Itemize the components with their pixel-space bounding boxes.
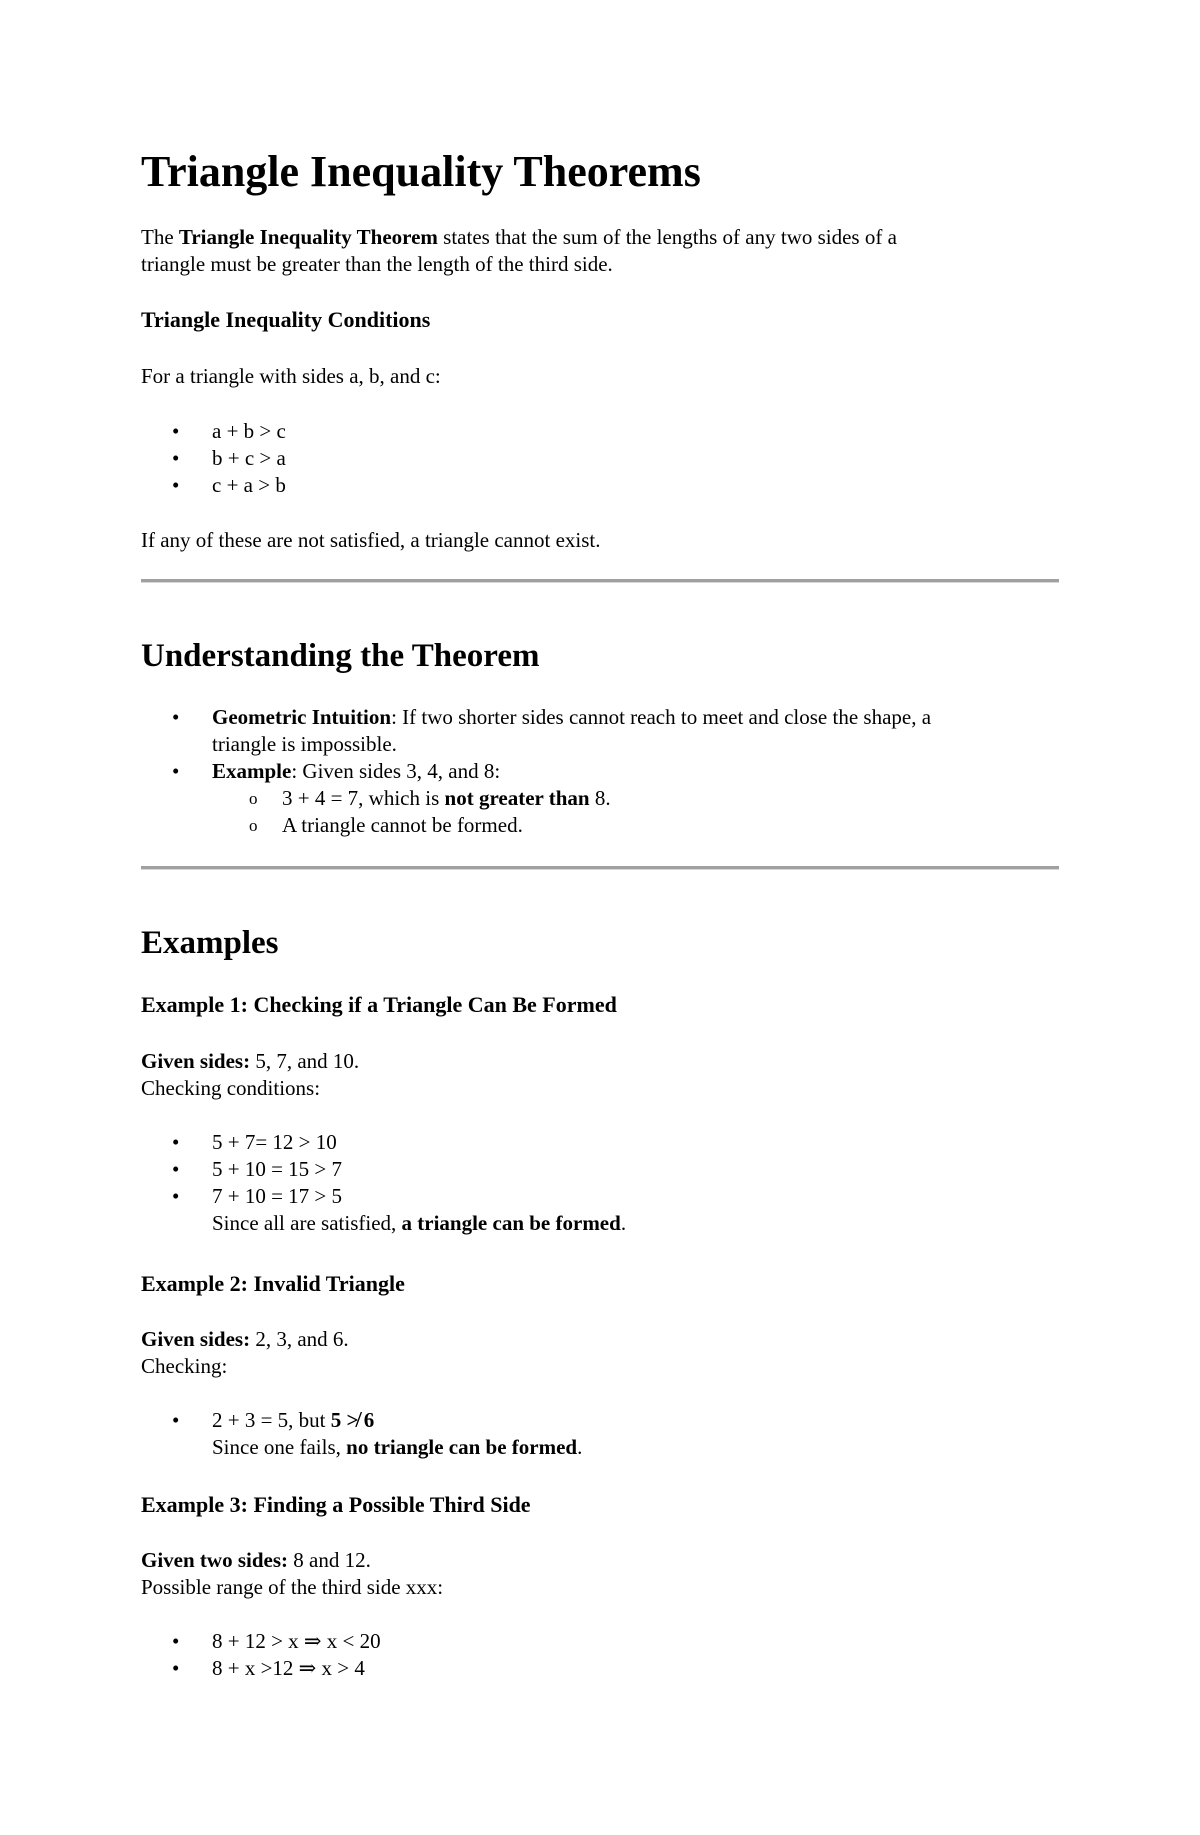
bullet-icon: • (172, 473, 180, 497)
given-label: Given sides: (141, 1049, 251, 1073)
sub-list-item (141, 785, 931, 812)
conditions-lead: For a triangle with sides a, b, and c: (141, 364, 441, 388)
item-text: Since all are satisfied, (212, 1211, 402, 1235)
bullet-icon: • (172, 1408, 180, 1432)
item-text: : If two shorter sides cannot reach to meet and close the shape, a (391, 705, 932, 729)
item-text: 8 + x >12 ⇒ x > 4 (212, 1656, 365, 1680)
given-label: Given two sides: (141, 1548, 288, 1572)
item-text: 5 + 7= 12 > 10 (212, 1130, 337, 1154)
example1-given (141, 1048, 359, 1102)
sub-list-item (141, 812, 931, 839)
page-title: Triangle Inequality Theorems (141, 147, 701, 196)
intro-bold: Triangle Inequality Theorem (178, 225, 438, 249)
understanding-heading: Understanding the Theorem (141, 638, 540, 674)
bullet-icon: • (172, 1130, 180, 1154)
item-text: b + c > a (212, 446, 286, 470)
list-item (141, 1655, 381, 1682)
item-text: 3 + 4 = 7, which is (282, 786, 445, 810)
example2-given (141, 1326, 349, 1380)
item-text: . (577, 1435, 583, 1459)
given-value: 2, 3, and 6. (250, 1327, 349, 1351)
range-label: Possible range of the third side xxx: (141, 1575, 444, 1599)
example1-heading: Example 1: Checking if a Triangle Can Be Formed (141, 992, 617, 1017)
example2-list (141, 1407, 582, 1461)
list-item (141, 418, 286, 445)
item-text: Since one fails, (212, 1435, 347, 1459)
list-item (141, 445, 286, 472)
item-text: 5 + 10 = 15 > 7 (212, 1157, 343, 1181)
bullet-icon: • (172, 1656, 180, 1680)
bullet-icon: • (172, 1629, 180, 1653)
intro-text: states that the sum of the lengths of any two sides of a (437, 225, 897, 249)
intro-text: The (141, 225, 179, 249)
item-text: 8 + 12 > x ⇒ x < 20 (212, 1629, 381, 1653)
given-label: Given sides: (141, 1327, 251, 1351)
intro-text: triangle must be greater than the length of the third side. (141, 252, 613, 276)
checking-label: Checking: (141, 1354, 228, 1378)
example3-given (141, 1547, 443, 1601)
list-item (141, 1183, 626, 1237)
bullet-icon: • (172, 759, 180, 783)
item-text: 7 + 10 = 17 > 5 (212, 1184, 343, 1208)
item-text: triangle is impossible. (212, 732, 397, 756)
list-item (141, 704, 931, 758)
item-text: a + b > c (212, 419, 286, 443)
given-value: 5, 7, and 10. (250, 1049, 360, 1073)
item-bold: Geometric Intuition (212, 705, 392, 729)
conditions-heading: Triangle Inequality Conditions (141, 307, 431, 332)
item-bold: 5 ≯ 6 (330, 1408, 375, 1432)
conditions-list (141, 418, 286, 499)
list-item (141, 472, 286, 499)
divider (141, 866, 1059, 870)
understanding-list (141, 704, 931, 839)
example3-heading: Example 3: Finding a Possible Third Side (141, 1492, 531, 1517)
given-value: 8 and 12. (288, 1548, 371, 1572)
checking-label: Checking conditions: (141, 1076, 321, 1100)
list-item (141, 1628, 381, 1655)
item-text: 2 + 3 = 5, but (212, 1408, 331, 1432)
list-item (141, 1156, 626, 1183)
list-item (141, 1407, 582, 1461)
circle-bullet-icon: o (249, 816, 258, 835)
item-bold: Example (212, 759, 292, 783)
intro-paragraph (141, 224, 897, 278)
circle-bullet-icon: o (249, 789, 258, 808)
bullet-icon: • (172, 1157, 180, 1181)
bullet-icon: • (172, 446, 180, 470)
conditions-note: If any of these are not satisfied, a triangle cannot exist. (141, 528, 601, 552)
item-bold: a triangle can be formed (401, 1211, 621, 1235)
divider (141, 579, 1059, 583)
item-bold: not greater than (444, 786, 590, 810)
item-text: c + a > b (212, 473, 286, 497)
item-bold: no triangle can be formed (346, 1435, 578, 1459)
item-text: : Given sides 3, 4, and 8: (291, 759, 501, 783)
bullet-icon: • (172, 419, 180, 443)
list-item (141, 758, 931, 785)
list-item (141, 1129, 626, 1156)
example1-list (141, 1129, 626, 1237)
example2-heading: Example 2: Invalid Triangle (141, 1271, 405, 1296)
bullet-icon: • (172, 1184, 180, 1208)
item-text: A triangle cannot be formed. (282, 813, 523, 837)
item-text: . (620, 1211, 627, 1235)
examples-heading: Examples (141, 925, 279, 961)
bullet-icon: • (172, 705, 180, 729)
item-text: 8. (589, 786, 611, 810)
example3-list (141, 1628, 381, 1682)
